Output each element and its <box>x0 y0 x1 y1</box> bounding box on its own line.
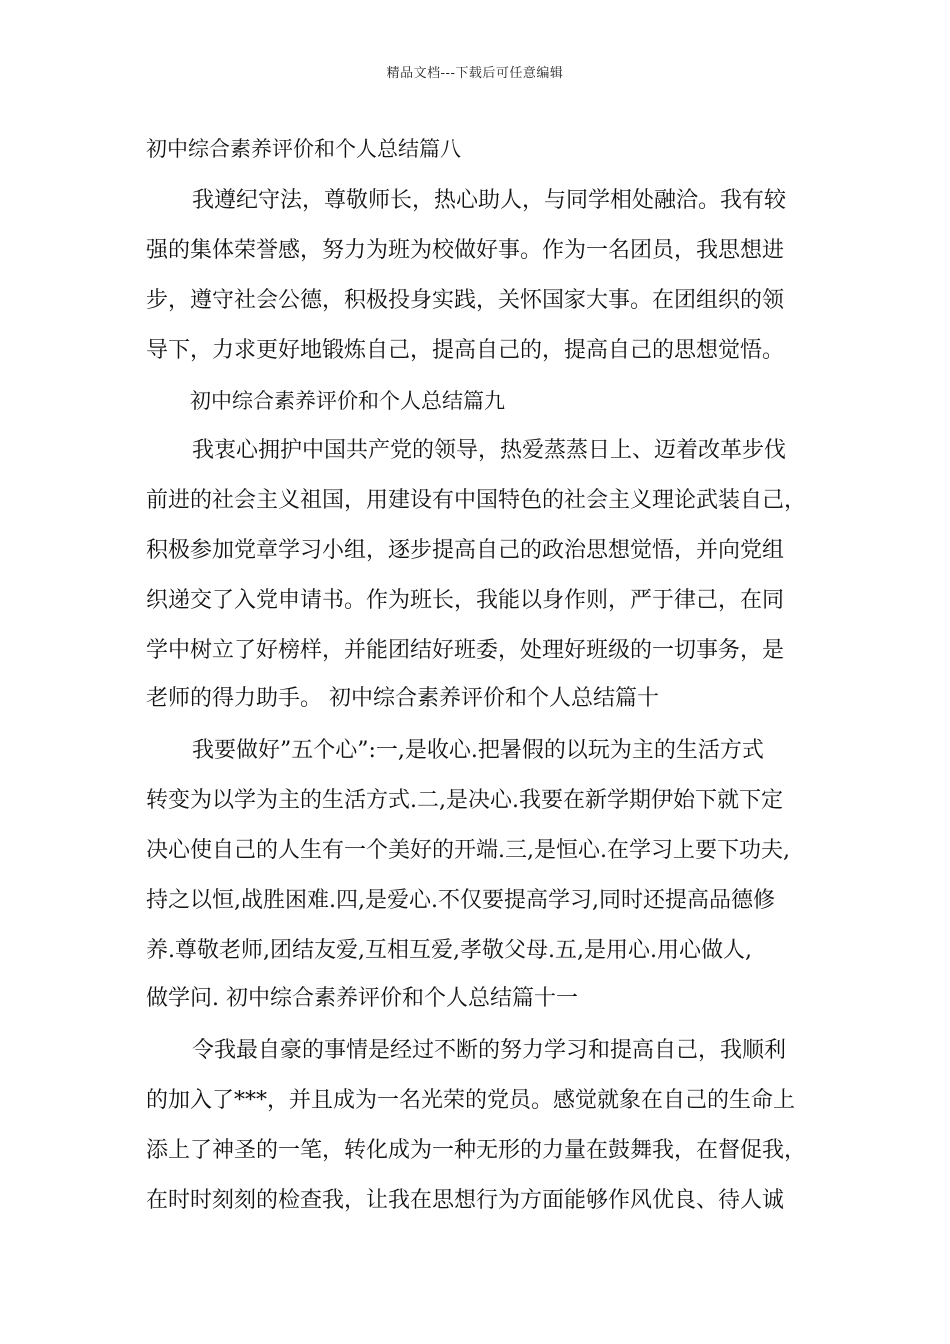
paragraph-line: 令我最自豪的事情是经过不断的努力学习和提高自己，我顺利 <box>192 1038 787 1063</box>
paragraph-line: 前进的社会主义祖国，用建设有中国特色的社会主义理论武装自己， <box>146 488 807 513</box>
paragraph-line: 积极参加党章学习小组，逐步提高自己的政治思想觉悟，并向党组 <box>146 538 785 563</box>
paragraph-line: 的加入了***，并且成为一名光荣的党员。感觉就象在自己的生命上 <box>146 1088 796 1113</box>
page-header: 精品文档---下载后可任意编辑 <box>386 66 564 81</box>
paragraph-line: 养.尊敬老师,团结友爱,互相互爱,孝敬父母.五,是用心.用心做人, <box>146 938 752 963</box>
paragraph-line: 我衷心拥护中国共产党的领导，热爱蒸蒸日上、迈着改革步伐 <box>192 438 787 463</box>
paragraph-line: 我要做好”五个心”:一,是收心.把暑假的以玩为主的生活方式 <box>192 738 764 763</box>
paragraph-line: 强的集体荣誉感，努力为班为校做好事。作为一名团员，我思想进 <box>146 238 785 263</box>
paragraph-line: 转变为以学为主的生活方式.二,是决心.我要在新学期伊始下就下定 <box>146 788 783 813</box>
paragraph-line: 导下，力求更好地锻炼自己，提高自己的，提高自己的思想觉悟。 <box>146 338 785 363</box>
paragraph-line: 织递交了入党申请书。作为班长，我能以身作则，严于律己，在同 <box>146 588 785 613</box>
paragraph-line: 决心使自己的人生有一个美好的开端.三,是恒心.在学习上要下功夫, <box>146 838 790 863</box>
section-title-9: 初中综合素养评价和个人总结篇九 <box>190 389 505 413</box>
section-title-8: 初中综合素养评价和个人总结篇八 <box>146 137 461 161</box>
paragraph-line: 步，遵守社会公德，积极投身实践，关怀国家大事。在团组织的领 <box>146 288 785 313</box>
paragraph-line: 在时时刻刻的检查我，让我在思想行为方面能够作风优良、待人诚 <box>146 1188 785 1213</box>
paragraph-line: 学中树立了好榜样，并能团结好班委，处理好班级的一切事务，是 <box>146 638 785 663</box>
paragraph-line: 添上了神圣的一笔，转化成为一种无形的力量在鼓舞我，在督促我， <box>146 1138 807 1163</box>
paragraph-line: 老师的得力助手。 初中综合素养评价和个人总结篇十 <box>146 686 659 711</box>
paragraph-line: 我遵纪守法，尊敬师长，热心助人，与同学相处融洽。我有较 <box>192 188 787 213</box>
paragraph-line: 持之以恒,战胜困难.四,是爱心.不仅要提高学习,同时还提高品德修 <box>146 888 775 913</box>
paragraph-line: 做学问. 初中综合素养评价和个人总结篇十一 <box>146 986 578 1011</box>
